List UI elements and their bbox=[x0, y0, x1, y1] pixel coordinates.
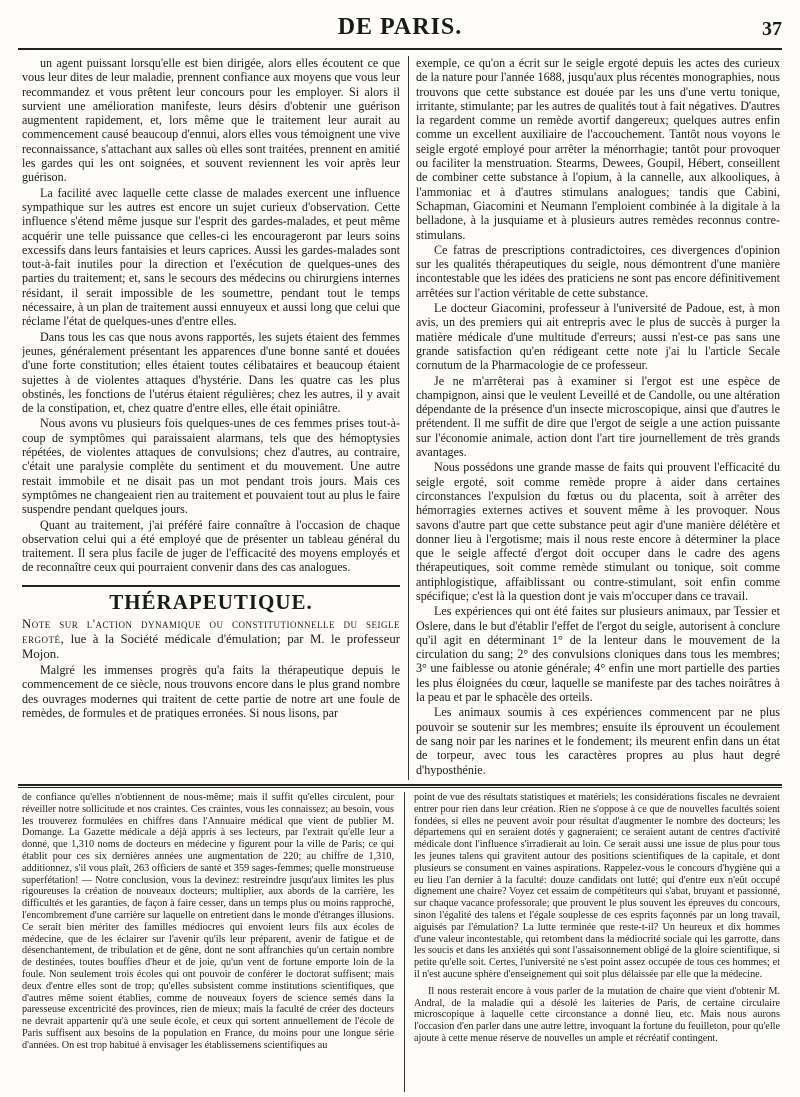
feuilleton-divider bbox=[404, 792, 405, 1092]
left-paragraph-5: Quant au traitement, j'ai préféré faire connaître à l'occasion de chaque observation celui qui a été employé que de présenter un tableau général du traitement. Il sera plus facile de juger de l'efficacité des moyens employés et de reconnaître ceux qui pourraient convenir dans des cas analogues. bbox=[22, 517, 400, 575]
article-heading-rest: lue à la Société médicale d'émulation; par M. le professeur Mojon. bbox=[22, 631, 400, 661]
article-paragraph-1: Malgré les immenses progrès qu'a faits la thérapeutique depuis le commencement de ce siècle, nous trouvons encore dans le plus grand nombre des ouvrages modernes qui traitent de cette partie de notre art une foule de remèdes, de formules et de pratiques erronées. Si nous lisons, par bbox=[22, 662, 400, 720]
right-paragraph-1: exemple, ce qu'on a écrit sur le seigle ergoté depuis les actes des curieux de la nature pour l'année 1688, jusqu'aux plus récentes monographies, nous trouvons que cette substance est douée par les uns d'une vertu tonique, irritante, stimulante; par les autres de qualités tout à fait négatives. D'autres la regardent comme un remède avortif dangereux; quelques autres enfin comme un excellent auxiliaire de l'accouchement. Tantôt nous voyons le seigle ergoté employé pour arrêter la ménorrhagie; tantôt pour provoquer ou faciliter la menstruation. Stearms, Dewees, Goupil, Hébert, conseillent de combiner cette substance à l'opium, à la cannelle, aux alkooliques, à l'ammoniac et à d'autres stimulans analogues; tandis que Cabini, Schapman, Giacomini et Neumann l'emploient combinée à la digitale à la belladone, à la jusquiame et à plusieurs autres remèdes reconnus contre-stimulans. bbox=[416, 56, 780, 242]
feuilleton-right-paragraph-1: point de vue des résultats statistiques et matériels; les considérations fiscales ne devraient entrer pour rien dans leur création. Rien ne s'oppose à ce que de nouvelles facultés soient fondées, si elles ne peuvent avoir pour résultat d'augmenter le nombre des docteurs; les départemens qui en seraient dotés y gagneraient; ce seraient autant de centres d'activité médicale dont l'influence s'irradierait au loin. Ce serait aussi une issue de plus pour tous les jeunes talens qui gravitent autour des positions scientifiques de la capitale, et dont plusieurs se consument en vaines aspirations. Rappelez-vous le concours d'hygiène qui a eu lieu l'an dernier à la faculté: douze candidats ont lutté; qui d'entre eux n'eût occupé dignement une chaire? Voyez cet essaim de compétiteurs qui s'abat, bruyant et passionné, sur chaque vacance professorale; que prouvent le plus souvent les épreuves du concours, sinon l'égalité des talens et l'égale souplesse de ces esprits façonnés par un long travail, aiguisés par l'émulation? La lutte terminée que reste-t-il? Un heureux et dix hommes d'une valeur incontestable, qui retombent dans la médiocrité sociale qui les garrotte, dans les soucis et dans les anxiétés qui sont l'assaisonnement obligé de la gloire scientifique, si petite qu'elle soit. Certes, l'université ne s'est point assez occupée de tous ces hommes; et il n'est aucune sphère d'enseignement qui soit plus délaissée par elle que la médecine. bbox=[414, 792, 780, 980]
right-paragraph-4: Je ne m'arrêterai pas à examiner si l'ergot est une espèce de champignon, ainsi que le veulent Leveillé et de Candolle, ou une altération dépendante de la présence d'un insecte microscopique, ainsi que d'autres le prétendent. Il me suffit de dire que l'ergot de seigle a une action puissante sur l'économie animale, action dont l'art tire journellement de très grands avantages. bbox=[416, 373, 780, 460]
section-rule bbox=[22, 585, 400, 587]
right-paragraph-7: Les animaux soumis à ces expériences commencent par ne plus pouvoir se soutenir sur les membres; ensuite ils éprouvent un écoulement de sang noir par les narines et le fondement; ils meurent enfin dans un état de torpeur, avec tous les caractères propres au plus haut degré d'hyposthénie. bbox=[416, 705, 780, 776]
article-heading bbox=[22, 617, 400, 662]
article-heading-smallcaps: Note sur l'action dynamique ou constitutionnelle du seigle ergoté, bbox=[22, 616, 400, 646]
left-column bbox=[22, 56, 400, 776]
feuilleton-rule bbox=[18, 784, 782, 786]
feuilleton-left-paragraph-1: de confiance qu'elles n'obtiennent de nous-même; mais il suffit qu'elles circulent, pour réveiller notre sollicitude et nos craintes. Ces craintes, vous les connaissez; au besoin, vous les trouverez formulées en chiffres dans l'Annuaire médical que vient de publier M. Domange. La Gazette médicale a déjà appris à ses lecteurs, par l'extrait qu'elle leur a donné, que 1,310 noms de docteurs en médecine y figurent pour la ville de Paris; ce qui établit pour ces six dernières années une augmentation de 220; au chiffre de 1,310, additionnez, s'il vous plaît, 263 officiers de santé et 359 sages-femmes; quelle monstrueuse superfétation! — Notre conclusion, vous la devinez: restreindre jusqu'aux limites les plus rigoureuses la création de nouveaux docteurs; multiplier, aux abords de la carrière, les difficultés et les garanties, de façon à faire cesser, dans un temps plus ou moins rapproché, l'encombrement d'une carrière sur laquelle on entretient dans le monde d'étranges illusions. Ce serait bien mériter des familles médiocres qui envoient leurs fils aux écoles de médecine, que de les éclairer sur l'avenir qu'ils leur préparent, avenir de fatigue et de désenchantement, de tribulation et de gêne, dont ne sont affranchies qu'un certain nombre de destinées, toutes bouffies d'heur et de joie, qu'un vent de fortune emporte loin de la foule. Non seulement trois écoles qui ont pouvoir de conférer le doctorat suffisent; mais deux d'entre elles sont de trop; qu'elles subsistent comme institutions scientifiques, que d'autres même soient établies, comme de nouveaux foyers de science semés dans la paresseuse excentricité des provinces, rien de mieux; mais la faculté de créer des docteurs ne devrait appartenir qu'à une seule école, et ceux qui sortent annuellement de l'école de Paris suffisent aux besoins de la population en France, du moins pour une longue série d'années. On est trop habitué à envisager les établissemens scientifiques au bbox=[22, 792, 394, 1051]
right-paragraph-6: Les expériences qui ont été faites sur plusieurs animaux, par Tessier et Oslere, dans le but d'établir l'effet de l'ergot du seigle, autorisent à conclure qu'il agit en déterminant 1° de la lenteur dans le mouvement de la circulation du sang; 2° des convulsions cloniques dans tous les membres; 3° une faiblesse ou atonie générale; 4° enfin une mort partielle des parties les plus éloignées du cœur, laquelle se manifeste par des taches noirâtres à la peau et par le sphacèle des orteils. bbox=[416, 604, 780, 705]
page-header-title: DE PARIS. bbox=[337, 14, 463, 40]
feuilleton-left-column bbox=[22, 792, 394, 1092]
header-rule bbox=[18, 48, 782, 50]
page-number: 37 bbox=[762, 18, 782, 40]
left-paragraph-3: Dans tous les cas que nous avons rapportés, les sujets étaient des femmes jeunes, généralement présentant les apparences d'une bonne santé et douées d'une forte constitution; elles étaient toutes célibataires et beaucoup étaient sujettes à de violentes attaques d'hystérie. Dans les quatre cas les plus obstinés, les fonctions de l'utérus étaient régulières; chez les autres, il y avait de la constipation, et, chez quatre d'entre elles, elle était opiniâtre. bbox=[22, 329, 400, 416]
feuilleton-right-column bbox=[414, 792, 780, 1092]
column-divider bbox=[408, 56, 409, 780]
right-paragraph-5: Nous possédons une grande masse de faits qui prouvent l'efficacité du seigle ergoté, soit comme remède propre à aider dans certaines circonstances l'expulsion du fœtus ou du placenta, soit à arrêter des hémorragies externes actives et souvent même à les provoquer. Nous savons d'autre part que cette substance peut agir d'une manière délétère et donner lieu à l'ergotisme; mais il nous reste encore à déterminer la place que le seigle affecté d'ergot doit occuper dans le cadre des agens thérapeutiques, soit comme remède stimulant ou tonique, soit comme antiphlogistique, affaiblissant ou contre-stimulant, soit enfin comme spécifique; c'est là la question dont je vais m'occuper dans ce travail. bbox=[416, 460, 780, 603]
right-paragraph-2: Ce fatras de prescriptions contradictoires, ces divergences d'opinion sur les qualités thérapeutiques du seigle, nous démontrent d'une manière incontestable que les idées des praticiens ne sont pas encore définitivement arrêtées sur l'action véritable de cette substance. bbox=[416, 242, 780, 300]
feuilleton-right-paragraph-2: Il nous resterait encore à vous parler de la mutation de chaire que vient d'obtenir M. Andral, de la maladie qui a désolé les laiteries de Paris, de certaine circulaire microscopique à laquelle cette circonstance a donné lieu, etc. Mais nous aurons l'occasion d'en parler dans une autre lettre, invoquant la fortune du feuilleton, pour qu'elle ajoute à cette menue réserve de nouvelles un ample et récréatif contingent. bbox=[414, 985, 780, 1044]
right-column bbox=[416, 56, 780, 776]
section-title: THÉRAPEUTIQUE. bbox=[109, 589, 313, 614]
right-paragraph-3: Le docteur Giacomini, professeur à l'université de Padoue, est, à mon avis, un des premiers qui ait entrepris avec le plus de succès à purger la matière médicale d'une multitude d'erreurs; aussi n'est-ce pas sans une grande satisfaction qu'en rédigeant cette note j'ai lu l'article Secale cornutum de la Pharmacologie de ce professeur. bbox=[416, 301, 780, 373]
left-paragraph-2: La facilité avec laquelle cette classe de malades exercent une influence sympathique sur les autres est encore un sujet curieux d'observation. Cette influence s'étend même jusque sur l'esprit des gardes-malades, et peut même acquérir une telle puissance que celles-ci les encourageront par leurs soins excessifs dans leurs fantaisies et leurs caprices. Aussi les gardes-malades sont tout-à-fait inutiles pour la direction et l'exécution de quelques-unes des parties du traitement; et, sans le secours des médecins ou chirurgiens internes résidant, il serait impossible de les soumettre, pendant tout le temps nécessaire, à un plan de traitement aussi ennuyeux et aussi long que celui que réclame l'état de quelques-unes d'entre elles. bbox=[22, 185, 400, 329]
feuilleton-rule-thin bbox=[18, 787, 782, 788]
left-paragraph-1: un agent puissant lorsqu'elle est bien dirigée, alors elles écoutent ce que vous leur dites de leur maladie, prennent confiance aux moyens que vous leur recommandez et vous prêtent leur concours pour les employer. Si alors il survient une amélioration manifeste, leurs désirs d'obtenir une guérison augmentent rapidement, et, lors même que le traitement leur aurait au commencement causé beaucoup d'ennui, alors elles vous témoignent une vive reconnaissance, s'attachant aux salles où elles sont traitées, prennent en amitié les gardes qui les ont soignées, et souvent reviennent les voir après leur guérison. bbox=[22, 56, 400, 185]
left-paragraph-4: Nous avons vu plusieurs fois quelques-unes de ces femmes prises tout-à-coup de symptômes qui paraissaient alarmans, tels que des hémoptysies répétées, de violentes attaques de convulsions; chez d'autres, au contraire, c'était une paralysie complète du sentiment et du mouvement. Une autre restait immobile et ne disait pas un mot pendant trois jours. Mais ces symptômes ne changeaient rien au traitement et pouvaient tout au plus le faire suspendre pendant quelques jours. bbox=[22, 416, 400, 517]
